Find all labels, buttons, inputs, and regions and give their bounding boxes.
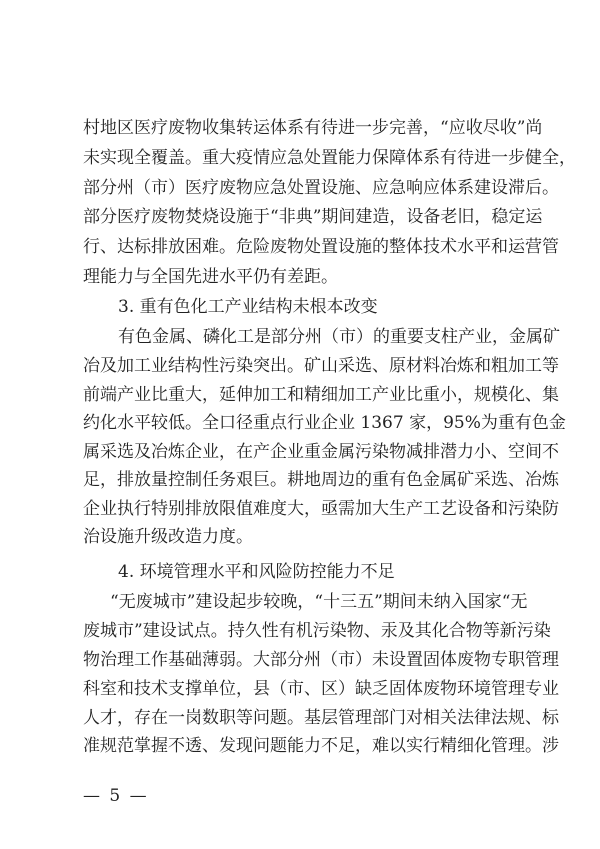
- paragraph-line: 治设施升级改造力度。: [83, 527, 253, 547]
- paragraph-line: 废城市”建设试点。持久性有机污染物、汞及其化合物等新污染: [83, 621, 551, 641]
- paragraph-line: 村地区医疗废物收集转运体系有待进一步完善，“应收尽收”尚: [83, 118, 543, 138]
- paragraph-line: 行、达标排放困难。危险废物处置设施的整体技术水平和运营管: [83, 237, 559, 257]
- paragraph-line: 属采选及冶炼企业，在产企业重金属污染物减排潜力小、空间不: [83, 442, 559, 462]
- paragraph-line: 物治理工作基础薄弱。大部分州（市）未设置固体废物专职管理: [83, 650, 559, 670]
- paragraph-line: 约化水平较低。全口径重点行业企业 1367 家，95%为重有色金: [83, 413, 566, 433]
- section-heading: 3. 重有色化工产业结构未根本改变: [118, 297, 378, 317]
- paragraph-line: “无废城市”建设起步较晚，“十三五”期间未纳入国家“无: [110, 592, 528, 612]
- paragraph-line: 人才，存在一岗数职等问题。基层管理部门对相关法律法规、标: [83, 708, 559, 728]
- paragraph-line: 准规范掌握不透、发现问题能力不足，难以实行精细化管理。涉: [83, 736, 559, 756]
- paragraph-line: 科室和技术支撑单位，县（市、区）缺乏固体废物环境管理专业: [83, 679, 559, 699]
- paragraph-line: 未实现全覆盖。重大疫情应急处置能力保障体系有待进一步健全，: [83, 148, 576, 168]
- section-heading: 4. 环境管理水平和风险防控能力不足: [118, 562, 395, 582]
- paragraph-line: 足，排放量控制任务艰巨。耕地周边的重有色金属矿采选、冶炼: [83, 470, 559, 490]
- paragraph-line: 前端产业比重大，延伸加工和精细加工产业比重小，规模化、集: [83, 385, 559, 405]
- paragraph-line: 企业执行特别排放限值难度大，亟需加大生产工艺设备和污染防: [83, 499, 559, 519]
- paragraph-line: 冶及加工业结构性污染突出。矿山采选、原材料冶炼和粗加工等: [83, 356, 559, 376]
- paragraph-line: 有色金属、磷化工是部分州（市）的重要支柱产业，金属矿: [118, 327, 560, 347]
- paragraph-line: 理能力与全国先进水平仍有差距。: [83, 267, 338, 287]
- page-number: — 5 —: [83, 786, 149, 806]
- paragraph-line: 部分州（市）医疗废物应急处置设施、应急响应体系建设滞后。: [83, 178, 559, 198]
- paragraph-line: 部分医疗废物焚烧设施于“非典”期间建造，设备老旧，稳定运: [83, 207, 543, 227]
